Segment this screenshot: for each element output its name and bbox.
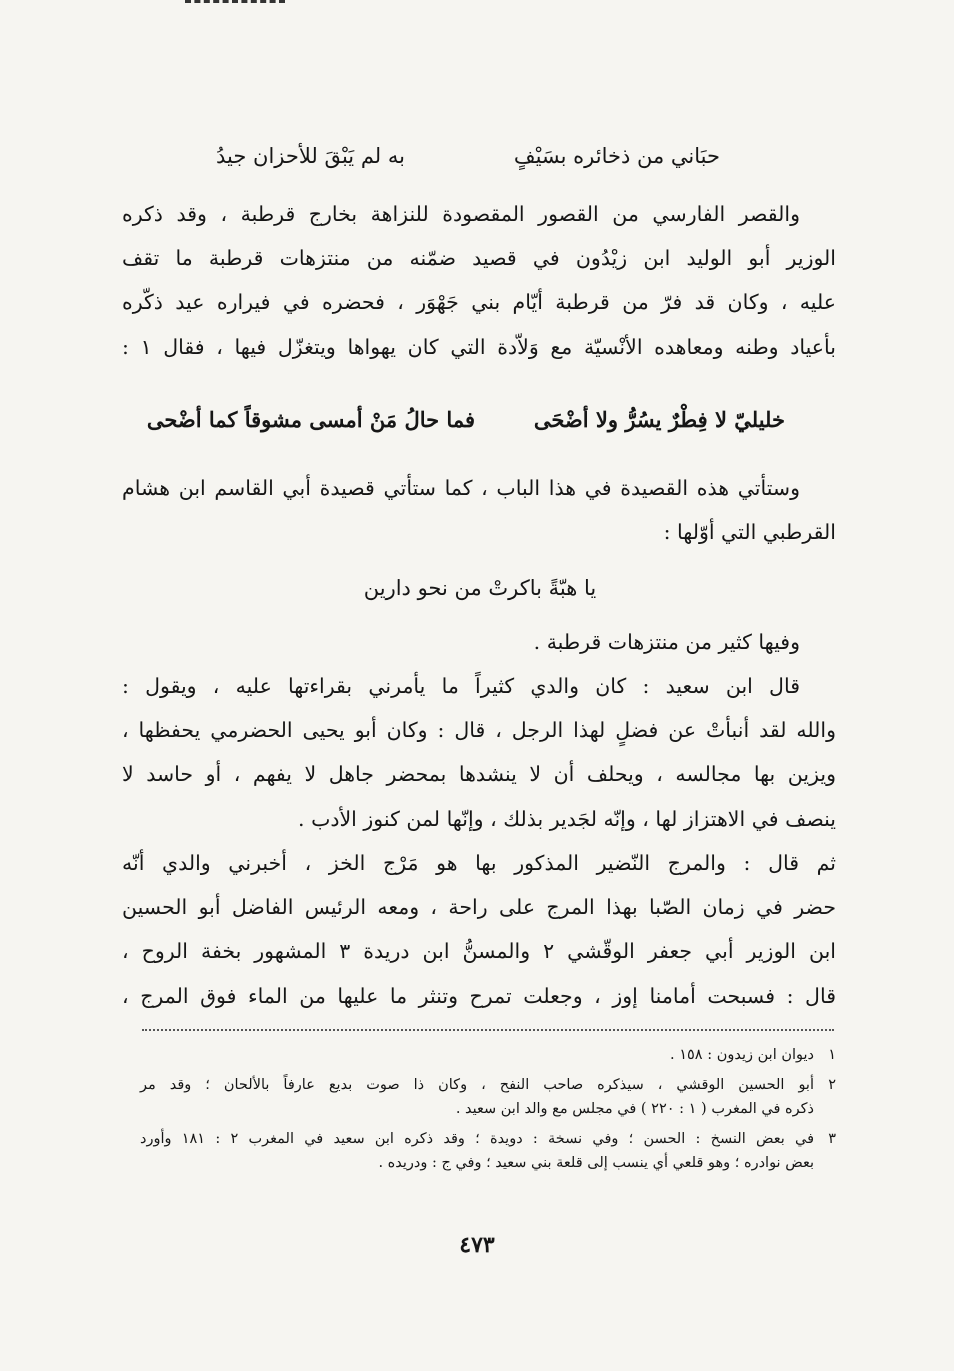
text-line: قال : فسبحت أمامنا إوز ، وجعلت تمرح وتنثر ما عليها من الماء فوق المرج ،: [122, 983, 836, 1008]
footnote-number: ٢: [828, 1077, 836, 1093]
footnote-text-line: ذكره في المغرب ( ١ : ٢٢٠ ) في مجلس مع والد ابن سعيد .: [455, 1101, 814, 1117]
footnote-text-line: في بعض النسخ : الحسن ؛ وفي نسخة : دويدة ؛ وقد ذكره ابن سعيد في المغرب ٢ : ١٨١ وأورد: [140, 1131, 814, 1147]
text-line: القرطبي التي أوّلها :: [663, 520, 836, 545]
text-line: بأعياد وطنه ومعاهده الأنْسيّة مع وَلاّدة التي كان يهواها ويتغزّل فيها ، فقال ١ :: [122, 334, 836, 359]
text-line: وستأتي هذه القصيدة في هذا الباب ، كما ستأتي قصيدة أبي القاسم ابن هشام: [122, 476, 800, 500]
footnote-text-line: بعض نوادره ؛ وهو قلعي أي ينسب إلى قلعة بني سعيد ؛ وفي ج : ودريده .: [378, 1155, 814, 1171]
text-line: ابن الوزير أبي جعفر الوقّشي ٢ والمسنُّ ابن دريدة ٣ المشهور بخفة الروح ،: [122, 939, 836, 964]
footnote-3: [140, 1127, 836, 1175]
paragraph-marj-al-khazz: [122, 841, 836, 1018]
text-line: وفيها كثير من منتزهات قرطبة .: [533, 630, 800, 654]
verse-2-first-hemistich: خليليّ لا فِطْرٌ يسُرُّ ولا أضْحَى: [533, 407, 785, 432]
text-line: والقصر الفارسي من القصور المقصودة للنزاهة بخارج قرطبة ، وقد ذكره: [122, 202, 800, 226]
top-dashed-rule: [185, 0, 285, 3]
verse-2-second-hemistich: فما حالُ مَنْ أمسى مشوقاً كما أضْحى: [146, 407, 475, 432]
text-line: الوزير أبو الوليد ابن زيْدُون في قصيد ضمّنه من منتزهات قرطبة ما تقف: [122, 246, 836, 271]
text-line: قال ابن سعيد : كان والدي كثيراً ما يأمرني بقراءتها عليه ، ويقول :: [122, 674, 800, 698]
footnote-2: [140, 1073, 836, 1121]
text-line: حضر في زمان الصّبا بهذا المرج على راحة ، ومعه الرئيس الفاضل أبو الحسين: [122, 895, 836, 920]
text-line: والله لقد أنبأتْ عن فضلٍ لهذا الرجل ، قال : وكان أبو يحيى الحضرمي يحفظها ،: [122, 718, 836, 743]
text-line: عليه ، وكان قد فرّ من قرطبة أيّام بني جَهْوَر ، فحضره في فيراره عيد ذكّره: [122, 290, 836, 315]
verse-1-first-hemistich: حبَاني من ذخائره بسَيْفٍ: [513, 144, 720, 168]
footnotes: [140, 1043, 836, 1175]
footnote-text-line: أبو الحسين الوقشي ، سيذكره صاحب النفح ، وكان ذا صوت بديع عارفاً بالألحان ؛ وقد مر: [140, 1077, 814, 1093]
footnote-number: ١: [828, 1047, 836, 1063]
verse-1-second-hemistich: به لم يَبْقَ للأحزان جيدُ: [216, 144, 405, 168]
paragraph-outings: [122, 620, 836, 664]
footnote-text-line: ديوان ابن زيدون : ١٥٨ .: [670, 1047, 814, 1063]
verse-3: يا هبّةً باكرتْ من نحو دارين: [363, 576, 597, 600]
footnote-separator: [142, 1029, 834, 1031]
paragraph-qasr-farisi: [122, 192, 836, 369]
text-line: ينصف في الاهتزاز لها ، وإنّه لجَدير بذلك ، وإنّها لمن كنوز الأدب .: [298, 806, 836, 831]
page-number: ٤٧٣: [459, 1232, 495, 1258]
paragraph-coming-poems: [122, 466, 836, 554]
text-line: ويزين بها مجالسه ، ويحلف أن لا ينشدها بمحضر جاهل لا يفهم ، أو حاسد لا: [122, 762, 836, 787]
footnote-1: [140, 1043, 836, 1067]
text-line: ثم قال : والمرج النّضير المذكور بها هو مَرْج الخز ، أخبرني والدي أنّه: [122, 851, 836, 875]
paragraph-ibn-said: [122, 664, 836, 841]
footnote-number: ٣: [828, 1131, 836, 1147]
